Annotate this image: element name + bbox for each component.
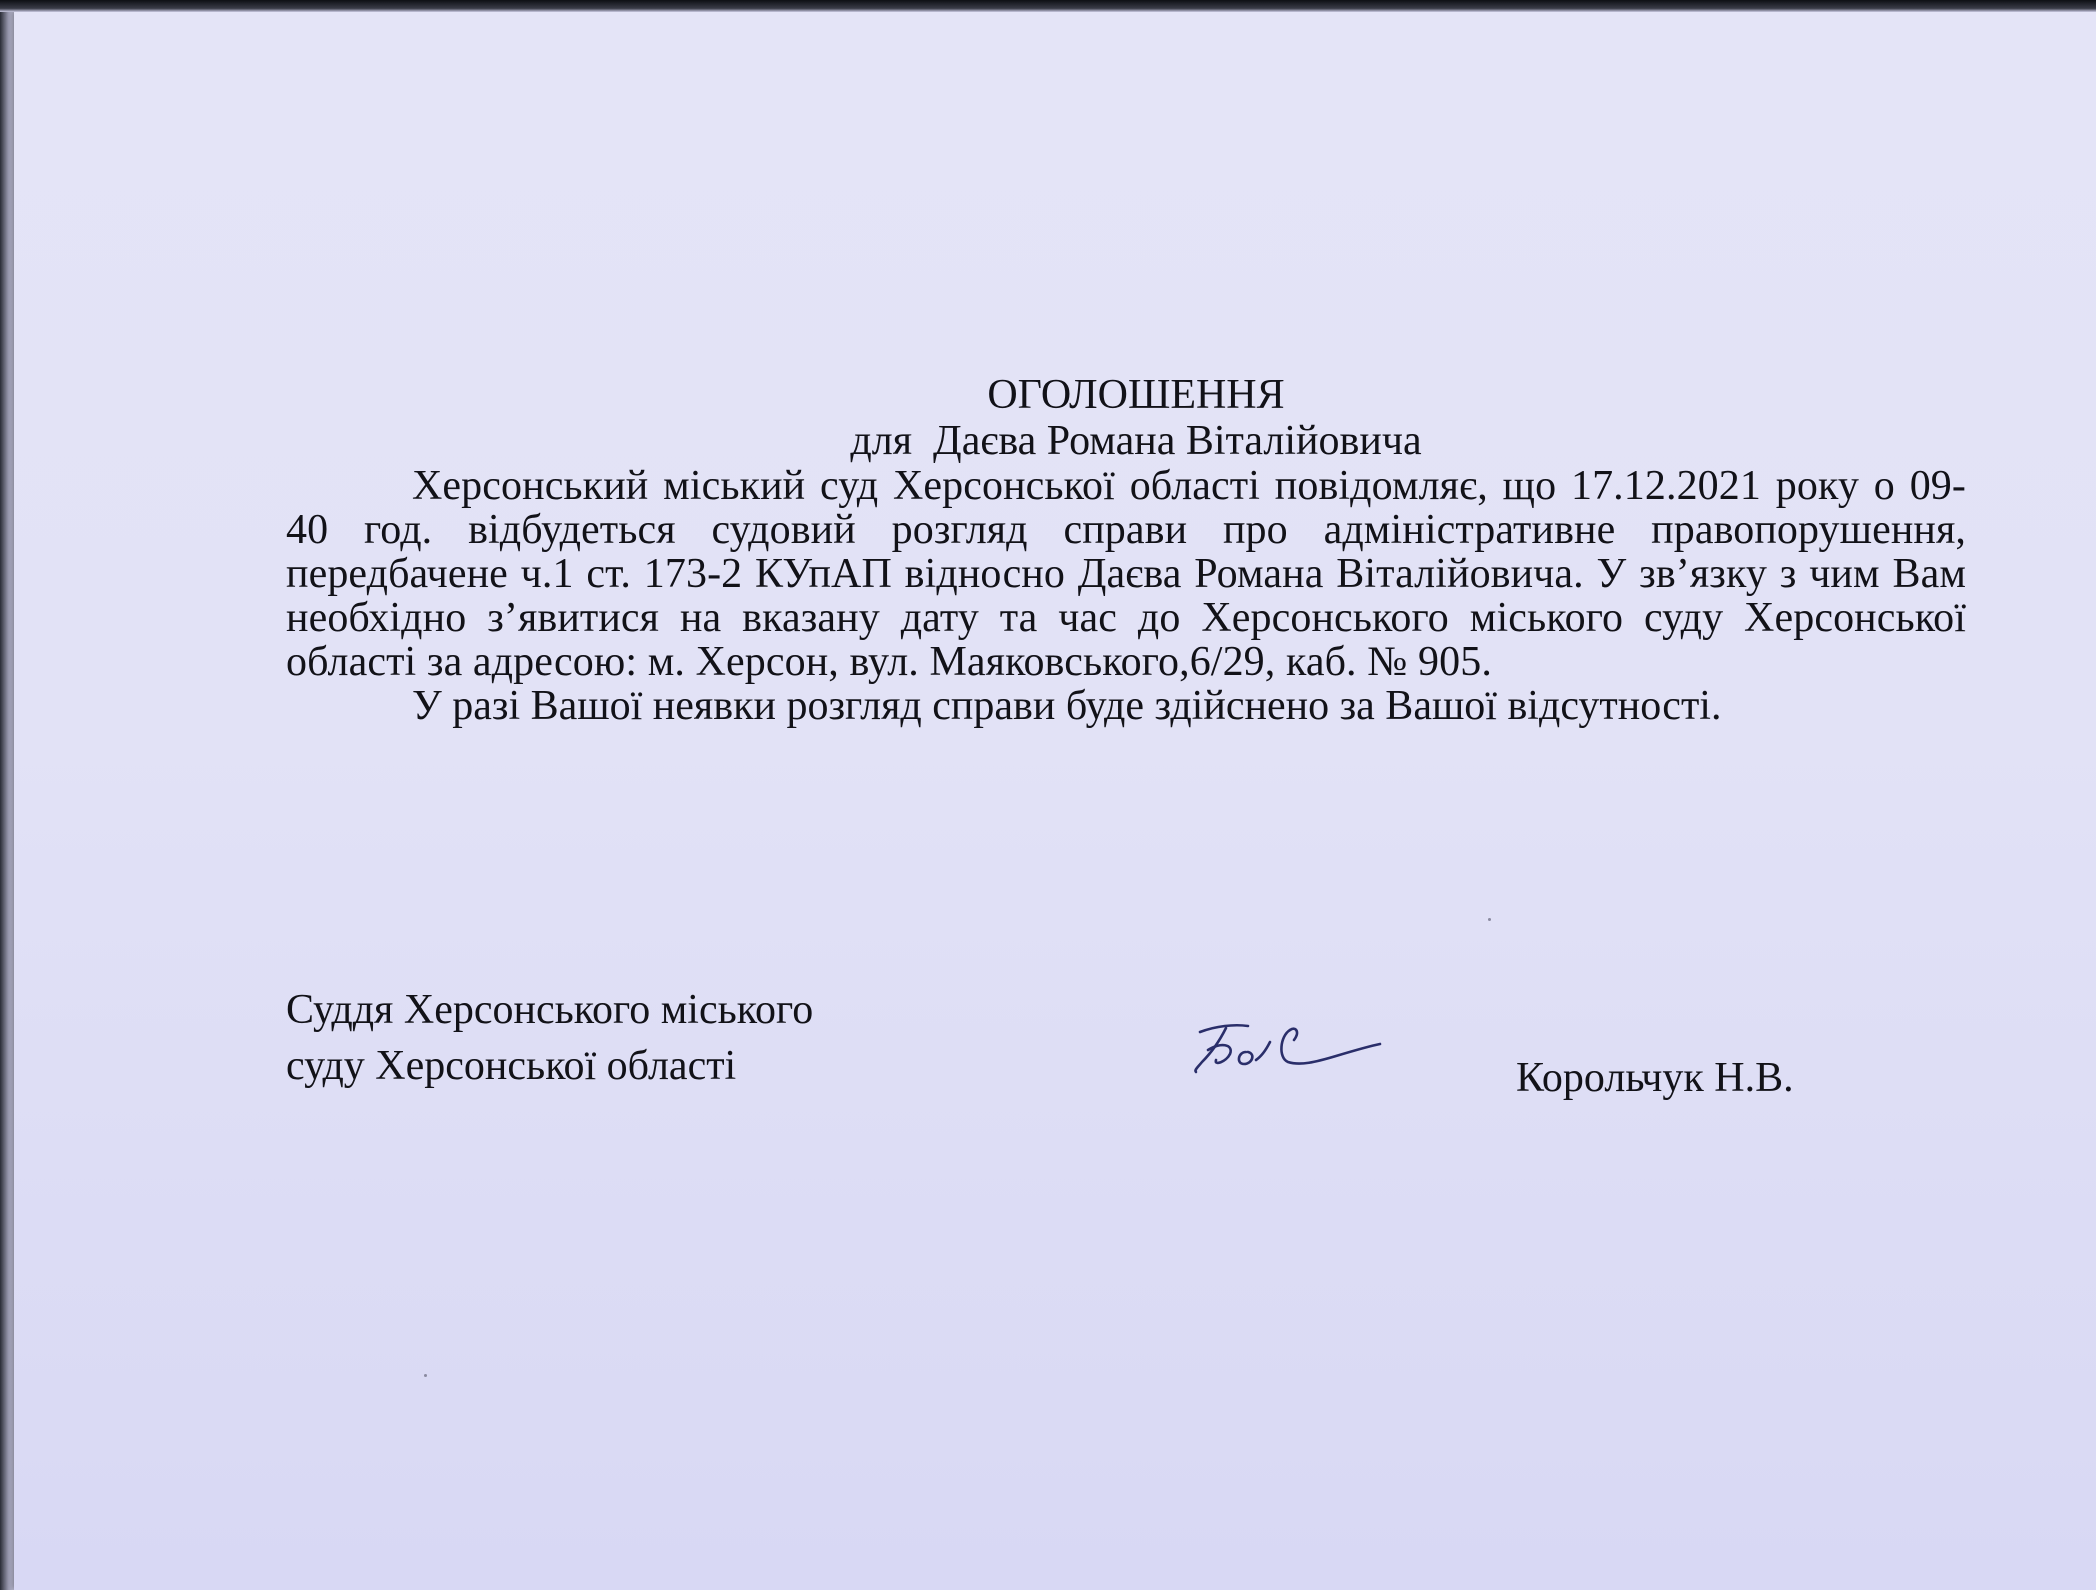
notice-title: ОГОЛОШЕННЯ — [987, 372, 1285, 418]
judge-position — [286, 982, 813, 1094]
paper-speck — [1488, 918, 1491, 921]
notice-paragraph-main: Херсонський міський суд Херсонської області повідомляє, що 17.12.2021 року о 09-40 год. відбудеться судовий розгляд справи про адміністративне правопорушення, передбачене ч.1 ст. 173-2 КУпАП відносно Даєва Романа Віталійовича. У зв’язку з чим Вам необхідно з’явитися на вказану дату та час до Херсонського міського суду Херсонської області за адресою: м. Херсон, вул. Маяковського,6/29, каб. № 905. — [286, 463, 1966, 685]
judge-position-line-1: Суддя Херсонського міського — [286, 987, 814, 1033]
scan-edge-left — [0, 0, 14, 1590]
judge-name: Корольчук Н.В. — [1516, 1055, 1794, 1101]
paper-sheet — [14, 10, 2096, 1590]
judge-position-line-2: суду Херсонської області — [286, 1043, 737, 1089]
scan-edge-top — [0, 0, 2096, 12]
signature-block — [286, 982, 1966, 1122]
handwritten-signature-icon — [1186, 1012, 1386, 1082]
notice-body — [286, 372, 1966, 728]
paper-speck — [424, 1374, 427, 1377]
notice-paragraph-absence: У разі Вашої неявки розгляд справи буде здійснено за Вашої відсутності. — [412, 683, 1722, 729]
notice-addressee: для Даєва Романа Віталійовича — [850, 418, 1422, 464]
